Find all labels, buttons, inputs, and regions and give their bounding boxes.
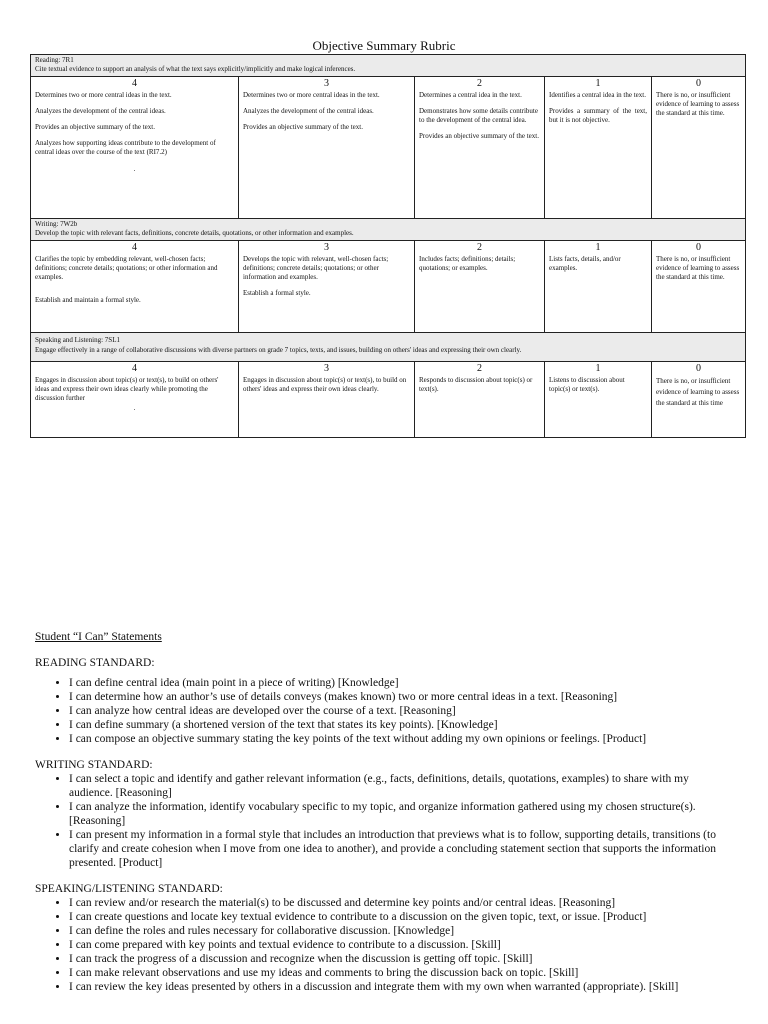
score-label: 4 [132, 363, 137, 374]
statements-heading: Student “I Can” Statements [35, 631, 162, 643]
descriptor [35, 255, 234, 305]
descriptor-item: Determines a central idea in the text. [419, 91, 522, 99]
score-label: 3 [324, 78, 329, 89]
descriptor [35, 91, 234, 174]
descriptor-item: Engages in discussion about topic(s) or text(s), to build on others' ideas and express their own ideas clearly while promoting the discussion further [35, 376, 219, 402]
rubric-standard-row [31, 333, 746, 362]
score-cell [239, 362, 415, 438]
descriptor-item: Determines two or more central ideas in the text. [35, 91, 172, 99]
descriptor-item: Demonstrates how some details contribute to the development of the central idea. [419, 107, 538, 124]
score-cell [239, 241, 415, 333]
score-cell [31, 362, 239, 438]
standard-description: Develop the topic with relevant facts, definitions, concrete details, quotations, or other information and examples. [35, 229, 354, 237]
rubric-score-row [31, 241, 746, 333]
descriptor [656, 376, 741, 409]
descriptor [549, 376, 647, 394]
descriptor-item: Identifies a central idea in the text. [549, 91, 646, 99]
standard-code: Reading: 7R1 [35, 56, 74, 64]
score-cell [652, 77, 746, 219]
descriptor-item: There is no, or insufficient evidence of learning to assess the standard at this time. [656, 91, 740, 117]
score-label: 3 [324, 363, 329, 374]
score-label: 1 [595, 242, 601, 253]
descriptor-item: Includes facts; definitions; details; quotations; or examples. [419, 255, 516, 272]
list-item: • I can select a topic and identify and gather relevant information (e.g., facts, definitions, details, quotations, examples) to share with my audience. [Reasoning] [69, 772, 735, 800]
rubric-score-row [31, 362, 746, 438]
section-title-writing: WRITING STANDARD: [35, 759, 153, 771]
score-label: 1 [595, 363, 601, 374]
list-item: • I can compose an objective summary stating the key points of the text without adding my own opinions or feelings. [Product] [69, 732, 735, 746]
rubric-standard-row [31, 219, 746, 241]
descriptor-item: Provides an objective summary of the text. [35, 123, 155, 131]
score-cell [239, 77, 415, 219]
score-cell [545, 77, 652, 219]
descriptor-item: Analyzes the development of the central ideas. [243, 107, 374, 115]
descriptor-item: There is no, or insufficient evidence of learning to assess the standard at this time. [656, 255, 740, 281]
score-cell [31, 77, 239, 219]
standard-description: Engage effectively in a range of collaborative discussions with diverse partners on grade 7 topics, texts, and issues, building on others' ideas and expressing their own clearly. [35, 346, 522, 354]
i-can-statements [35, 630, 735, 994]
list-item: • I can make relevant observations and use my ideas and comments to bring the discussion back on topic. [Skill] [69, 966, 735, 980]
descriptor [656, 91, 741, 118]
list-item: • I can review the key ideas presented by others in a discussion and integrate them with my own when warranted (appropriate). [Skill] [69, 980, 735, 994]
standard-header [31, 333, 746, 362]
standard-description: Cite textual evidence to support an analysis of what the text says explicitly/implicitly and make logical inferences. [35, 65, 356, 73]
standard-code: Speaking and Listening: 7SL1 [35, 336, 120, 344]
speaking-listening-statements-list [35, 896, 735, 994]
score-cell [31, 241, 239, 333]
score-label: 2 [477, 363, 482, 374]
descriptor-item: Analyzes the development of the central ideas. [35, 107, 166, 115]
descriptor [35, 376, 234, 413]
standard-header [31, 219, 746, 241]
rubric-table [30, 54, 746, 438]
section-title-reading: READING STANDARD: [35, 657, 155, 669]
rubric-standard-row [31, 55, 746, 77]
list-item: • I can define the roles and rules necessary for collaborative discussion. [Knowledge] [69, 924, 735, 938]
rubric-score-row [31, 77, 746, 219]
descriptor-item: Engages in discussion about topic(s) or text(s), to build on others' ideas and express their own ideas clearly. [243, 376, 407, 393]
descriptor [656, 255, 741, 282]
descriptor [419, 255, 540, 273]
score-cell [652, 362, 746, 438]
descriptor-item: Develops the topic with relevant, well-chosen facts; definitions; concrete details; quotations; or other information and examples. [243, 255, 389, 281]
descriptor-item: Provides a summary of the text, but it is not objective. [549, 107, 647, 124]
list-item: • I can review and/or research the material(s) to be discussed and determine key points and/or central ideas. [Reasoning] [69, 896, 735, 910]
score-label: 0 [696, 78, 702, 89]
descriptor-item: Clarifies the topic by embedding relevant, well-chosen facts; definitions; concrete details; quotations; or other information and examples. [35, 255, 218, 281]
standard-header [31, 55, 746, 77]
score-cell [415, 241, 545, 333]
descriptor-item: There is no, or insufficient evidence of learning to assess the standard at this time [656, 377, 740, 407]
descriptor-item: Establish and maintain a formal style. [35, 296, 141, 304]
descriptor [549, 255, 647, 273]
list-item: • I can define summary (a shortened version of the text that states its key points). [Knowledge] [69, 718, 735, 732]
writing-statements-list [35, 772, 735, 870]
score-cell [545, 241, 652, 333]
list-item: • I can create questions and locate key textual evidence to contribute to a discussion on the given topic, text, or issue. [Product] [69, 910, 735, 924]
descriptor [419, 376, 540, 394]
descriptor [549, 91, 647, 125]
descriptor-item: Provides an objective summary of the text. [243, 123, 363, 131]
descriptor-item: Provides an objective summary of the text. [419, 132, 539, 140]
descriptor [243, 91, 410, 132]
descriptor-item: Analyzes how supporting ideas contribute to the development of central ideas over the course of the text (RI7.2) [35, 139, 216, 156]
descriptor-item: Determines two or more central ideas in the text. [243, 91, 380, 99]
list-item: • I can track the progress of a discussion and recognize when the discussion is getting off topic. [Skill] [69, 952, 735, 966]
score-cell [545, 362, 652, 438]
trailing-mark: . [133, 165, 136, 173]
list-item: • I can determine how an author’s use of details conveys (makes known) two or more central ideas in a text. [Reasoning] [69, 690, 735, 704]
list-item: • I can present my information in a formal style that includes an introduction that previews what is to follow, supporting details, transitions (to clarify and create cohesion when I move from one idea to another), and provide a concluding statement section that supports the information presented. [Product] [69, 828, 735, 870]
score-label: 4 [132, 242, 137, 253]
score-label: 3 [324, 242, 329, 253]
descriptor [419, 91, 540, 141]
descriptor-item: Lists facts, details, and/or examples. [549, 255, 621, 272]
list-item: • I can define central idea (main point in a piece of writing) [Knowledge] [69, 676, 735, 690]
descriptor [243, 255, 410, 298]
list-item: • I can analyze the information, identify vocabulary specific to my topic, and organize information gathered using my chosen structure(s). [Reasoning] [69, 800, 735, 828]
score-label: 0 [696, 363, 702, 374]
descriptor-item: Responds to discussion about topic(s) or text(s). [419, 376, 533, 393]
score-cell [652, 241, 746, 333]
section-title-speaking-listening: SPEAKING/LISTENING STANDARD: [35, 883, 223, 895]
score-label: 0 [696, 242, 702, 253]
reading-statements-list [35, 676, 735, 746]
score-cell [415, 77, 545, 219]
score-label: 4 [132, 78, 137, 89]
score-label: 2 [477, 78, 482, 89]
score-cell [415, 362, 545, 438]
descriptor [243, 376, 410, 394]
descriptor-item: Listens to discussion about topic(s) or text(s). [549, 376, 625, 393]
list-item: • I can come prepared with key points and textual evidence to contribute to a discussion. [Skill] [69, 938, 735, 952]
trailing-mark: . [133, 404, 136, 412]
score-label: 2 [477, 242, 482, 253]
score-label: 1 [595, 78, 601, 89]
descriptor-item: Establish a formal style. [243, 289, 311, 297]
list-item: • I can analyze how central ideas are developed over the course of a text. [Reasoning] [69, 704, 735, 718]
page-title: Objective Summary Rubric [312, 38, 456, 53]
standard-code: Writing: 7W2b [35, 220, 78, 228]
